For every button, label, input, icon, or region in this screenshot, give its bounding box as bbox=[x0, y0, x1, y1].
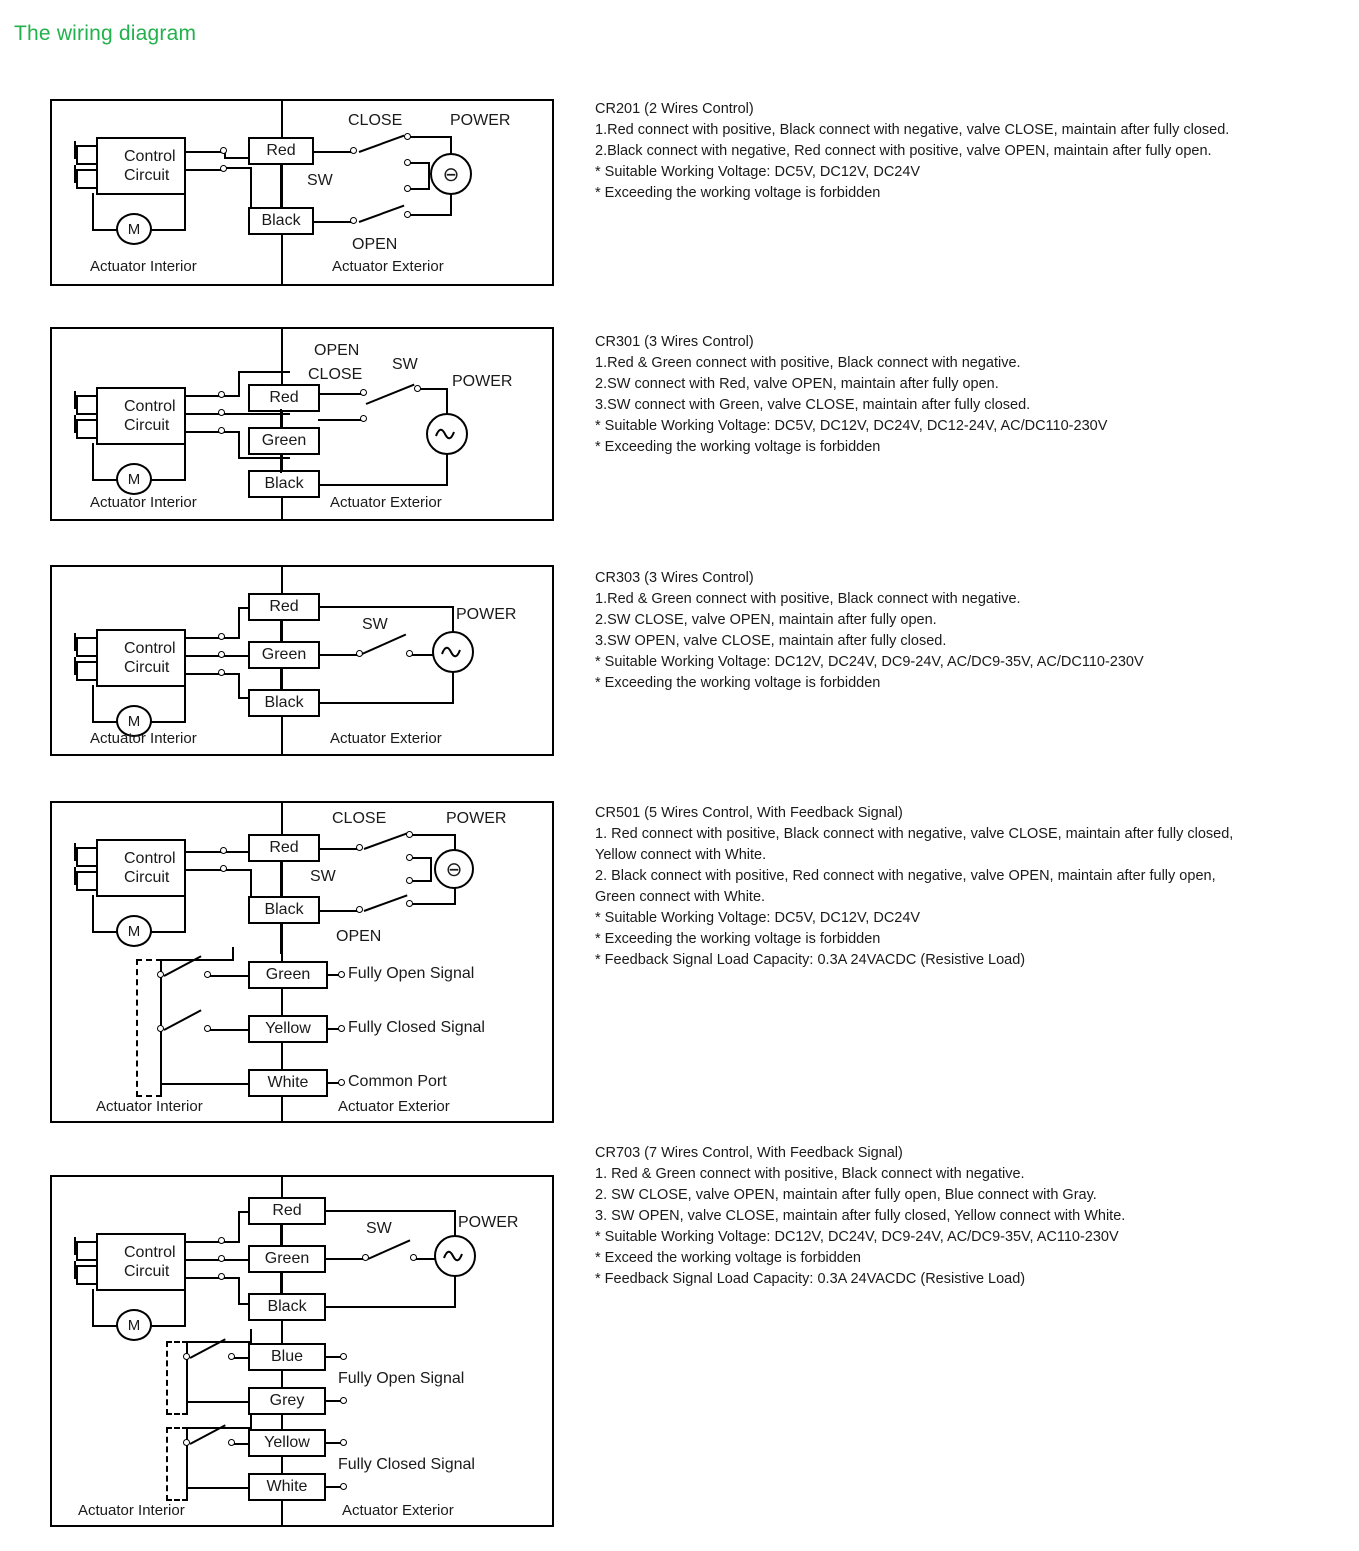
control-circuit-box bbox=[96, 387, 186, 445]
circuit-label: Circuit bbox=[124, 417, 170, 434]
control-label: Control bbox=[124, 850, 176, 867]
link-black-green bbox=[280, 922, 282, 954]
cr501-line-5: * Suitable Working Voltage: DC5V, DC12V, DC24V bbox=[595, 910, 921, 926]
cr703-line-4: * Suitable Working Voltage: DC12V, DC24V, DC9-24V, AC/DC9-35V, AC110-230V bbox=[595, 1229, 1119, 1245]
relay1-dashed-bottom bbox=[166, 1413, 188, 1415]
wire-label-black bbox=[248, 689, 320, 717]
wire-label-black bbox=[248, 896, 320, 924]
relay-dashed-left bbox=[136, 959, 138, 1097]
wire-label-red bbox=[248, 834, 320, 862]
cr703-line-6: * Feedback Signal Load Capacity: 0.3A 24VACDC (Resistive Load) bbox=[595, 1271, 1026, 1287]
switch-arm-open[interactable] bbox=[364, 894, 408, 912]
ac-waveform-icon bbox=[434, 427, 460, 441]
label-sw: SW bbox=[366, 1220, 392, 1237]
wire-c-bot bbox=[238, 457, 290, 459]
wire-c-dn bbox=[238, 1277, 240, 1305]
wire-black-2 bbox=[226, 869, 252, 871]
wire-power-up bbox=[446, 388, 448, 416]
red-text: Red bbox=[269, 598, 299, 615]
cr703-line-2: 2. SW CLOSE, valve OPEN, maintain after fully open, Blue connect with Gray. bbox=[595, 1187, 1097, 1203]
wire-power-up bbox=[452, 606, 454, 634]
control-label: Control bbox=[124, 398, 176, 415]
wire-label-red bbox=[248, 593, 320, 621]
wire-pwr-3 bbox=[410, 188, 430, 190]
switch-arm-open[interactable] bbox=[359, 205, 405, 223]
link-green-black bbox=[280, 1271, 282, 1295]
wire-a-up bbox=[238, 1211, 240, 1243]
relay2-dashed-top bbox=[166, 1427, 188, 1429]
cr501-line-3: 2. Black connect with positive, Red connect with negative, valve OPEN, maintain after fully open, bbox=[595, 868, 1216, 884]
wire-label-black bbox=[248, 470, 320, 498]
wire-power-up bbox=[454, 1210, 456, 1236]
cr201-description bbox=[595, 99, 1355, 204]
wire-label-yellow bbox=[248, 1429, 326, 1457]
wire-ext-top bbox=[312, 151, 352, 153]
wire-ext-top bbox=[318, 848, 358, 850]
wire-pwr-4 bbox=[410, 214, 452, 216]
green-text: Green bbox=[265, 966, 311, 983]
terminal-block-upper bbox=[76, 145, 98, 165]
out-node-1 bbox=[338, 971, 345, 978]
wire-a-up bbox=[238, 607, 240, 639]
dc-glyph: ⊖ bbox=[442, 163, 460, 186]
cr301-line-5: * Exceeding the working voltage is forbidden bbox=[595, 439, 881, 455]
wire-power-dn bbox=[446, 454, 448, 486]
wire-label-red bbox=[248, 137, 314, 165]
link-green-black bbox=[280, 453, 282, 473]
sw-node-bottom bbox=[356, 906, 363, 913]
cr703-title: CR703 (7 Wires Control, With Feedback Signal) bbox=[595, 1145, 903, 1161]
term-div-1 bbox=[74, 391, 76, 409]
wire-label-green bbox=[248, 1245, 326, 1273]
green-text: Green bbox=[264, 1250, 310, 1267]
wire-sw-power bbox=[420, 388, 448, 390]
cr303-line-5: * Exceeding the working voltage is forbidden bbox=[595, 675, 881, 691]
cr501-line-4: Green connect with White. bbox=[595, 889, 766, 905]
cr703-line-1: 1. Red & Green connect with positive, Black connect with negative. bbox=[595, 1166, 1025, 1182]
wire-ext-red bbox=[318, 606, 454, 608]
label-actuator-exterior: Actuator Exterior bbox=[330, 494, 442, 511]
control-label: Control bbox=[124, 1244, 176, 1261]
cr301-line-2: 2.SW connect with Red, valve OPEN, maintain after fully open. bbox=[595, 376, 999, 392]
black-text: Black bbox=[261, 212, 301, 229]
motor-wire-right bbox=[150, 479, 186, 481]
label-common-port: Common Port bbox=[348, 1073, 447, 1090]
label-power: POWER bbox=[446, 810, 507, 827]
control-label: Control bbox=[124, 148, 176, 165]
out-node-3 bbox=[338, 1079, 345, 1086]
dc-glyph: ⊖ bbox=[445, 858, 463, 881]
motor-wire-right-up bbox=[184, 685, 186, 723]
motor-symbol bbox=[116, 463, 152, 495]
wire-red-black-link bbox=[280, 163, 282, 209]
wire-ext-red bbox=[318, 393, 364, 395]
wire-ext-green bbox=[324, 1258, 366, 1260]
relay2-dashed-bottom bbox=[166, 1499, 188, 1501]
black-text: Black bbox=[264, 694, 304, 711]
motor-wire-right bbox=[150, 1325, 186, 1327]
motor-label: M bbox=[127, 712, 141, 730]
wire-pwr-dn bbox=[454, 887, 456, 905]
wire-pwr-2 bbox=[412, 857, 432, 859]
label-sw: SW bbox=[307, 172, 333, 189]
wire-c-h bbox=[224, 1277, 240, 1279]
wire-pwr-3 bbox=[412, 880, 432, 882]
terminal-block-lower bbox=[76, 169, 98, 189]
motor-wire-left bbox=[92, 895, 94, 933]
cr703-line-3: 3. SW OPEN, valve CLOSE, maintain after fully closed, Yellow connect with White. bbox=[595, 1208, 1126, 1224]
control-circuit-box bbox=[96, 1233, 186, 1291]
label-sw: SW bbox=[310, 868, 336, 885]
black-text: Black bbox=[264, 475, 304, 492]
yellow-text: Yellow bbox=[265, 1020, 311, 1037]
motor-symbol bbox=[116, 1309, 152, 1341]
relay1-lever bbox=[250, 1329, 252, 1343]
motor-wire-right bbox=[150, 721, 186, 723]
term-div-2 bbox=[74, 867, 76, 885]
wire-a-h bbox=[224, 1241, 240, 1243]
label-power: POWER bbox=[458, 1214, 519, 1231]
ac-waveform-icon bbox=[442, 1249, 468, 1263]
motor-wire-left bbox=[92, 1289, 94, 1327]
wire-pwr-mid bbox=[430, 857, 432, 882]
wire-ext-green bbox=[318, 419, 364, 421]
relay-dashed-bottom bbox=[136, 1095, 162, 1097]
page-title: The wiring diagram bbox=[14, 22, 197, 45]
terminal-block-upper bbox=[76, 395, 98, 415]
cr301-line-1: 1.Red & Green connect with positive, Black connect with negative. bbox=[595, 355, 1021, 371]
switch-arm-close[interactable] bbox=[364, 832, 408, 850]
cr501-line-2: Yellow connect with White. bbox=[595, 847, 767, 863]
term-div-1 bbox=[74, 843, 76, 861]
relay2-lever bbox=[250, 1415, 252, 1429]
cr303-line-2: 2.SW CLOSE, valve OPEN, maintain after fully open. bbox=[595, 612, 937, 628]
cr303-line-1: 1.Red & Green connect with positive, Black connect with negative. bbox=[595, 591, 1021, 607]
cr201-title: CR201 (2 Wires Control) bbox=[595, 101, 754, 117]
circuit-label: Circuit bbox=[124, 659, 170, 676]
cr501-line-6: * Exceeding the working voltage is forbidden bbox=[595, 931, 881, 947]
sw-contact-open bbox=[360, 389, 367, 396]
wire-c-h bbox=[224, 673, 240, 675]
sw-node-bottom bbox=[350, 217, 357, 224]
label-close: CLOSE bbox=[308, 366, 363, 383]
wire-a-h bbox=[224, 637, 240, 639]
relay2-dashed-left bbox=[166, 1427, 168, 1501]
terminal-block-lower bbox=[76, 871, 98, 891]
node-red bbox=[220, 147, 227, 154]
switch-arm-close[interactable] bbox=[359, 135, 405, 153]
label-fully-open-signal: Fully Open Signal bbox=[338, 1370, 465, 1387]
wire-label-grey bbox=[248, 1387, 326, 1415]
wire-label-green bbox=[248, 641, 320, 669]
power-symbol-dc bbox=[434, 849, 474, 889]
cr301-diagram bbox=[50, 327, 554, 521]
blue-text: Blue bbox=[270, 1348, 304, 1365]
wire-c-dn bbox=[238, 673, 240, 699]
motor-wire-left bbox=[92, 685, 94, 723]
motor-wire-right-up bbox=[184, 443, 186, 481]
wire-ext-black bbox=[324, 1306, 456, 1308]
wire-a-top bbox=[238, 371, 290, 373]
red-text: Red bbox=[269, 389, 299, 406]
motor-wire-right bbox=[150, 229, 186, 231]
green-text: Green bbox=[261, 432, 307, 449]
grey-text: Grey bbox=[269, 1392, 305, 1409]
label-fully-closed-signal: Fully Closed Signal bbox=[348, 1019, 485, 1036]
label-open: OPEN bbox=[352, 236, 398, 253]
wire-black-3 bbox=[224, 167, 252, 169]
terminal-block-upper bbox=[76, 847, 98, 867]
link-red-green bbox=[280, 619, 282, 643]
control-label: Control bbox=[124, 640, 176, 657]
label-actuator-exterior: Actuator Exterior bbox=[332, 258, 444, 275]
out2-node-2 bbox=[340, 1483, 347, 1490]
out2-node-1 bbox=[340, 1439, 347, 1446]
terminal-block-upper bbox=[76, 1241, 98, 1261]
cr201-diagram bbox=[50, 99, 554, 286]
wire-power-dn bbox=[452, 672, 454, 704]
term-div-1 bbox=[74, 633, 76, 651]
wire-label-green bbox=[248, 427, 320, 455]
label-fully-open-signal: Fully Open Signal bbox=[348, 965, 475, 982]
label-actuator-interior: Actuator Interior bbox=[78, 1502, 185, 1519]
wire-label-black bbox=[248, 207, 314, 235]
term-div-2 bbox=[74, 415, 76, 433]
cr703-line-5: * Exceed the working voltage is forbidden bbox=[595, 1250, 861, 1266]
link-green-black bbox=[280, 667, 282, 691]
power-symbol-ac bbox=[426, 413, 468, 455]
terminal-block-lower bbox=[76, 661, 98, 681]
label-close: CLOSE bbox=[332, 810, 387, 827]
wire-ext-green bbox=[318, 654, 360, 656]
term-div-2 bbox=[74, 1261, 76, 1279]
switch-arm[interactable] bbox=[368, 1239, 411, 1260]
black-text: Black bbox=[264, 901, 304, 918]
relay1-dashed-left bbox=[166, 1341, 168, 1415]
wire-label-black bbox=[248, 1293, 326, 1321]
cr301-description bbox=[595, 332, 1355, 458]
yellow-text: Yellow bbox=[264, 1434, 310, 1451]
label-power: POWER bbox=[452, 373, 513, 390]
label-actuator-interior: Actuator Interior bbox=[90, 258, 197, 275]
motor-label: M bbox=[127, 922, 141, 940]
sw-node-top bbox=[350, 147, 357, 154]
fb-switch-arm-2[interactable] bbox=[164, 1009, 202, 1030]
wire-ext-bottom bbox=[312, 221, 352, 223]
label-open: OPEN bbox=[314, 342, 360, 359]
relay-dashed-top bbox=[136, 959, 162, 961]
wire-label-red bbox=[248, 1197, 326, 1225]
control-circuit-box bbox=[96, 839, 186, 897]
cr501-diagram bbox=[50, 801, 554, 1123]
cr201-line-3: * Suitable Working Voltage: DC5V, DC12V, DC24V bbox=[595, 164, 921, 180]
label-actuator-interior: Actuator Interior bbox=[96, 1098, 203, 1115]
cr501-description bbox=[595, 803, 1355, 971]
out1-node-1 bbox=[340, 1353, 347, 1360]
cr201-line-1: 1.Red connect with positive, Black connect with negative, valve CLOSE, maintain after fully closed. bbox=[595, 122, 1230, 138]
label-actuator-interior: Actuator Interior bbox=[90, 730, 197, 747]
term-div-2 bbox=[74, 657, 76, 675]
motor-label: M bbox=[127, 1316, 141, 1334]
control-circuit-box bbox=[96, 137, 186, 195]
relay-lever bbox=[232, 947, 234, 961]
wire-pwr-2 bbox=[410, 162, 430, 164]
wire-ext-bottom bbox=[318, 910, 358, 912]
cr303-diagram bbox=[50, 565, 554, 756]
white-text: White bbox=[267, 1074, 309, 1091]
wire-c-h bbox=[224, 431, 240, 433]
cr201-line-4: * Exceeding the working voltage is forbidden bbox=[595, 185, 881, 201]
wire-a-up bbox=[238, 371, 240, 397]
label-actuator-interior: Actuator Interior bbox=[90, 494, 197, 511]
relay1-dashed-top bbox=[166, 1341, 188, 1343]
switch-arm[interactable] bbox=[362, 634, 407, 655]
term-div-1 bbox=[74, 1237, 76, 1255]
label-sw: SW bbox=[362, 616, 388, 633]
terminal-block-upper bbox=[76, 637, 98, 657]
cr303-description bbox=[595, 568, 1355, 694]
label-sw: SW bbox=[392, 356, 418, 373]
wire-a-h bbox=[224, 395, 240, 397]
label-actuator-exterior: Actuator Exterior bbox=[338, 1098, 450, 1115]
out1-node-2 bbox=[340, 1397, 347, 1404]
cr303-line-4: * Suitable Working Voltage: DC12V, DC24V, DC9-24V, AC/DC9-35V, AC/DC110-230V bbox=[595, 654, 1144, 670]
motor-symbol bbox=[116, 915, 152, 947]
wire-pwr-1 bbox=[410, 136, 452, 138]
cr703-description bbox=[595, 1143, 1355, 1290]
ac-waveform-icon bbox=[440, 645, 466, 659]
wire-label-red bbox=[248, 384, 320, 412]
wire-label-green bbox=[248, 961, 328, 989]
motor-symbol bbox=[116, 213, 152, 245]
cr501-line-7: * Feedback Signal Load Capacity: 0.3A 24VACDC (Resistive Load) bbox=[595, 952, 1026, 968]
circuit-label: Circuit bbox=[124, 1263, 170, 1280]
motor-wire-right bbox=[150, 931, 186, 933]
link-red-green bbox=[280, 409, 282, 429]
terminal-block-lower bbox=[76, 419, 98, 439]
wire-label-yellow bbox=[248, 1015, 328, 1043]
label-fully-closed-signal: Fully Closed Signal bbox=[338, 1456, 475, 1473]
wire-pwr-4 bbox=[412, 903, 456, 905]
wire-power-dn bbox=[454, 1276, 456, 1308]
term-div-2 bbox=[74, 165, 76, 183]
white-text: White bbox=[266, 1478, 308, 1495]
control-circuit-box bbox=[96, 629, 186, 687]
wire-label-blue bbox=[248, 1343, 326, 1371]
sw-node-top bbox=[356, 844, 363, 851]
motor-label: M bbox=[127, 220, 141, 238]
cr303-title: CR303 (3 Wires Control) bbox=[595, 570, 754, 586]
black-text: Black bbox=[267, 1298, 307, 1315]
switch-arm[interactable] bbox=[366, 384, 415, 405]
power-symbol-ac bbox=[432, 631, 474, 673]
cr301-title: CR301 (3 Wires Control) bbox=[595, 334, 754, 350]
circuit-label: Circuit bbox=[124, 869, 170, 886]
wire-ext-black bbox=[318, 702, 454, 704]
label-actuator-exterior: Actuator Exterior bbox=[342, 1502, 454, 1519]
wire-ext-black bbox=[318, 484, 448, 486]
term-div-1 bbox=[74, 141, 76, 159]
link-red-black bbox=[280, 860, 282, 898]
motor-wire-left bbox=[92, 193, 94, 231]
label-power: POWER bbox=[450, 112, 511, 129]
wire-ext-red bbox=[324, 1210, 456, 1212]
cr303-line-3: 3.SW OPEN, valve CLOSE, maintain after fully closed. bbox=[595, 633, 947, 649]
circuit-label: Circuit bbox=[124, 167, 170, 184]
red-text: Red bbox=[272, 1202, 302, 1219]
out-node-2 bbox=[338, 1025, 345, 1032]
green-text: Green bbox=[261, 646, 307, 663]
label-actuator-exterior: Actuator Exterior bbox=[330, 730, 442, 747]
motor-wire-right-up bbox=[184, 193, 186, 231]
wire-label-white bbox=[248, 1473, 326, 1501]
motor-wire-right-up bbox=[184, 1289, 186, 1327]
label-power: POWER bbox=[456, 606, 517, 623]
motor-wire-left bbox=[92, 443, 94, 481]
motor-label: M bbox=[127, 470, 141, 488]
link-red-green bbox=[280, 1223, 282, 1247]
cr501-title: CR501 (5 Wires Control, With Feedback Signal) bbox=[595, 805, 903, 821]
red-text: Red bbox=[269, 839, 299, 856]
cr201-line-2: 2.Black connect with negative, Red connect with positive, valve OPEN, maintain after fully open. bbox=[595, 143, 1212, 159]
power-symbol-ac bbox=[434, 1235, 476, 1277]
cr501-line-1: 1. Red connect with positive, Black connect with negative, valve CLOSE, maintain after fully closed, bbox=[595, 826, 1234, 842]
red-text: Red bbox=[266, 142, 296, 159]
cr301-line-3: 3.SW connect with Green, valve CLOSE, maintain after fully closed. bbox=[595, 397, 1031, 413]
label-open: OPEN bbox=[336, 928, 382, 945]
power-symbol-dc bbox=[430, 153, 472, 195]
label-close: CLOSE bbox=[348, 112, 403, 129]
cr703-diagram bbox=[50, 1175, 554, 1527]
wire-label-white bbox=[248, 1069, 328, 1097]
sw-contact-close bbox=[360, 415, 367, 422]
wire-pwr-dn bbox=[450, 193, 452, 215]
terminal-block-lower bbox=[76, 1265, 98, 1285]
wire-c-dn bbox=[238, 431, 240, 459]
cr301-line-4: * Suitable Working Voltage: DC5V, DC12V, DC24V, DC12-24V, AC/DC110-230V bbox=[595, 418, 1108, 434]
node-black bbox=[220, 165, 227, 172]
wire-pwr-1 bbox=[412, 834, 456, 836]
motor-wire-right-up bbox=[184, 895, 186, 933]
